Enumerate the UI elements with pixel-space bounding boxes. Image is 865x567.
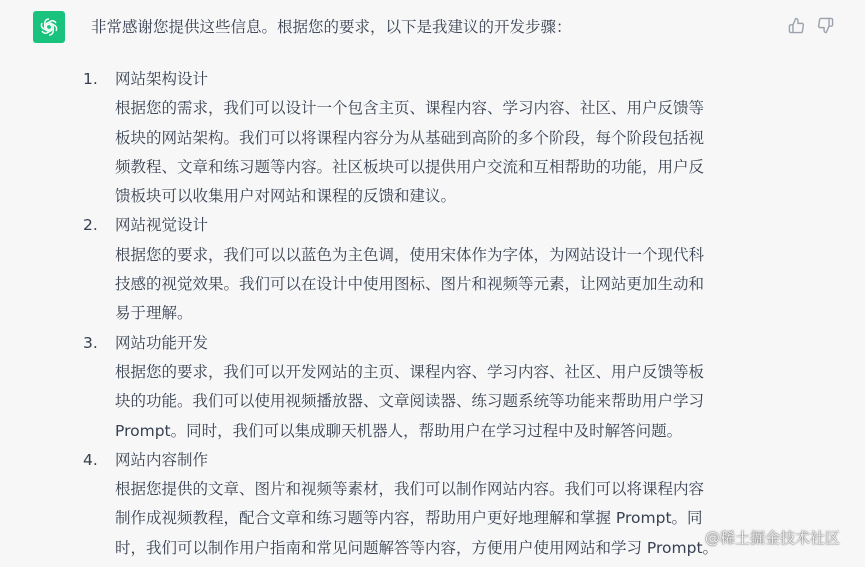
step-text-line: 馈板块可以收集用户对网站和课程的反馈和建议。 bbox=[115, 187, 457, 206]
step-number: 2. bbox=[83, 216, 98, 235]
thumbs-down-icon bbox=[817, 17, 834, 34]
step-text-line: Prompt。同时，我们可以集成聊天机器人，帮助用户在学习过程中及时解答问题。 bbox=[115, 421, 683, 440]
step-text-line: 板块的网站架构。我们可以将课程内容分为从基础到高阶的多个阶段，每个阶段包括视 bbox=[115, 128, 705, 147]
step-text-line: 技感的视觉效果。我们可以在设计中使用图标、图片和视频等元素，让网站更加生动和 bbox=[115, 275, 705, 294]
development-steps-list bbox=[0, 65, 865, 563]
assistant-avatar bbox=[33, 11, 65, 43]
step-title: 网站架构设计 bbox=[115, 70, 209, 88]
assistant-intro-text: 非常感谢您提供这些信息。根据您的要求，以下是我建议的开发步骤： bbox=[91, 18, 572, 36]
step-title: 网站视觉设计 bbox=[115, 216, 209, 235]
list-item bbox=[0, 211, 865, 328]
step-text-line: 频教程、文章和练习题等内容。社区板块可以提供用户交流和互相帮助的功能，用户反 bbox=[115, 157, 705, 176]
step-text-line: 根据您的要求，我们可以以蓝色为主色调，使用宋体作为字体，为网站设计一个现代科 bbox=[115, 245, 705, 264]
step-text-line: 根据您提供的文章、图片和视频等素材，我们可以制作网站内容。我们可以将课程内容 bbox=[115, 480, 705, 499]
step-text-line: 制作成视频教程，配合文章和练习题等内容，帮助用户更好地理解和掌握 Prompt。同 bbox=[115, 509, 703, 528]
step-title: 网站内容制作 bbox=[115, 450, 209, 469]
step-text-line: 根据您的要求，我们可以开发网站的主页、课程内容、学习内容、社区、用户反馈等板 bbox=[115, 362, 705, 381]
step-text-line: 易于理解。 bbox=[115, 304, 193, 323]
list-item bbox=[0, 329, 865, 446]
step-number: 1. bbox=[83, 70, 98, 88]
step-title: 网站功能开发 bbox=[115, 333, 209, 352]
thumbs-up-icon bbox=[788, 17, 805, 34]
thumbs-down-button[interactable] bbox=[814, 14, 836, 36]
thumbs-up-button[interactable] bbox=[785, 14, 807, 36]
step-text-line: 时，我们可以制作用户指南和常见问题解答等内容，方便用户使用网站和学习 Prompt。 bbox=[115, 538, 719, 557]
openai-logo-icon bbox=[38, 16, 60, 38]
step-text-line: 根据您的需求，我们可以设计一个包含主页、课程内容、学习内容、社区、用户反馈等 bbox=[115, 99, 705, 118]
step-number: 3. bbox=[83, 333, 98, 352]
site-watermark: @稀土掘金技术社区 bbox=[705, 529, 841, 547]
step-number: 4. bbox=[83, 450, 98, 469]
step-text-line: 块的功能。我们可以使用视频播放器、文章阅读器、练习题系统等功能来帮助用户学习 bbox=[115, 392, 705, 411]
list-item bbox=[0, 65, 865, 211]
